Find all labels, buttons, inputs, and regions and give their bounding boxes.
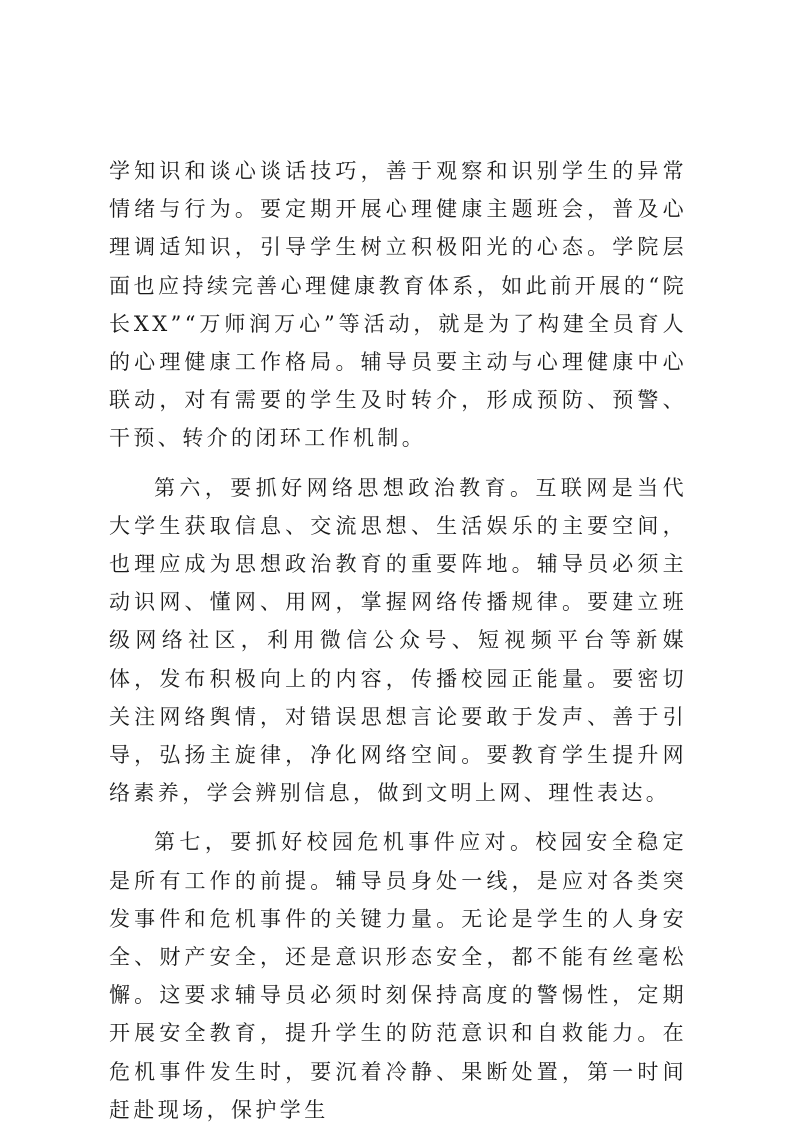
paragraph-six-network-education: 第六，要抓好网络思想政治教育。互联网是当代大学生获取信息、交流思想、生活娱乐的主要空间，也理应成为思想政治教育的重要阵地。辅导员必须主动识网、懂网、用网，掌握网络传播规律。要建立班级网络社区，利用微信公众号、短视频平台等新媒体，发布积极向上的内容，传播校园正能量。要密切关注网络舆情，对错误思想言论要敢于发声、善于引导，弘扬主旋律，净化网络空间。要教育学生提升网络素养，学会辨别信息，做到文明上网、理性表达。	[109, 475, 687, 806]
paragraph-continuation: 学知识和谈心谈话技巧，善于观察和识别学生的异常情绪与行为。要定期开展心理健康主题班会，普及心理调适知识，引导学生树立积极阳光的心态。学院层面也应持续完善心理健康教育体系，如此前开展的“院长XX”“万师润万心”等活动，就是为了构建全员育人的心理健康工作格局。辅导员要主动与心理健康中心联动，对有需要的学生及时转介，形成预防、预警、干预、转介的闭环工作机制。	[109, 159, 687, 451]
paragraph-seven-crisis-response: 第七，要抓好校园危机事件应对。校园安全稳定是所有工作的前提。辅导员身处一线，是应对各类突发事件和危机事件的关键力量。无论是学生的人身安全、财产安全，还是意识形态安全，都不能有丝毫松懈。这要求辅导员必须时刻保持高度的警惕性，定期开展安全教育，提升学生的防范意识和自救能力。在危机事件发生时，要沉着冷静、果断处置，第一时间赶赴现场，保护学生	[109, 830, 687, 1122]
document-body	[109, 152, 687, 1129]
